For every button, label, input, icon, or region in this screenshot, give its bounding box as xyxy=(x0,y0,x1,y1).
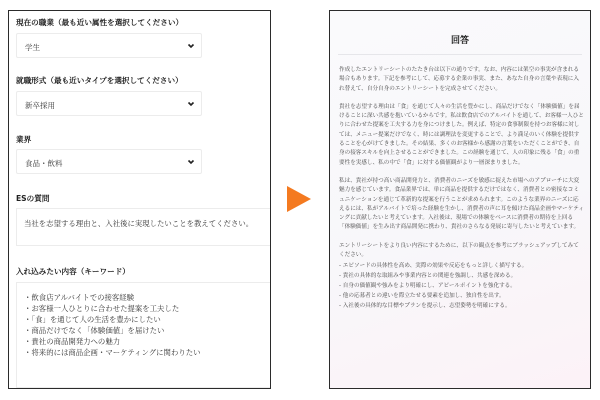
keyword-item: ・ 貴社の商品開発力への魅力 xyxy=(24,336,201,347)
arrow-right-icon xyxy=(287,186,311,212)
chevron-down-icon xyxy=(187,100,195,108)
advice-item: - 他の応募者との違いを際立たせる要素を追加し、独自性を出す。 xyxy=(339,292,584,302)
occupation-label: 現在の職業（最も近い属性を選択してください） xyxy=(16,18,184,27)
occupation-value: 学生 xyxy=(25,43,40,52)
chevron-down-icon xyxy=(187,158,195,166)
occupation-select[interactable] xyxy=(16,33,202,58)
advice-item: - 入社後の具体的な目標やプランを提示し、志望姿勢を明確にする。 xyxy=(339,302,584,312)
keyword-item: ・ 将来的には商品企画・マーケティングに関わりたい xyxy=(24,347,201,358)
employment-type-select[interactable] xyxy=(16,91,202,116)
keyword-item: ・ 「食」を通じて人の生活を豊かにしたい xyxy=(24,314,201,325)
keyword-item: ・ お客様一人ひとりに合わせた提案を工夫した xyxy=(24,303,201,314)
answer-body xyxy=(339,66,584,312)
answer-paragraph-2: 私は、貴社が持つ高い商品開発力と、消費者のニーズを敏感に捉えた市場へのアプローチに大変魅力を感じています。食品業界では、単に商品を提供するだけではなく、消費者との密接なコミュニケーションを通じて革新的な提案を行うことが求められます。このような業界のニーズに応えるには、私がアルバイトで培った経験を生かし、消費者の声に耳を傾けた商品企画やマーケティングに貢献したいと考えています。入社後は、現場での体験をベースに消費者の期待を上回る「体験価値」を生み出す商品開発に携わり、貴社のさらなる発展に寄与したいと考えています。 xyxy=(339,177,584,231)
chevron-down-icon xyxy=(187,42,195,50)
answer-paragraph-1: 貴社を志望する理由は「食」を通じて人々の生活を豊かにし、商品だけでなく「体験価値」を届けることに深い共感を抱いているからです。私は飲食店でのアルバイトを通して、お客様一人ひとりに合わせた提案を工夫する力を身につけました。例えば、特定の食事制限を持つお客様に対しては、メニュー提案だけでなく、時には調理法を変更することで、より満足のいく体験を提供することを心がけてきました。その結果、多くのお客様から感謝の言葉をいただくことができ、自身の接客スキルを向上させることができました。この経験を通じて、人の印象に残る「食」の重要性を実感し、私の中で「食」に対する価値観がより一層深まりました。 xyxy=(339,103,584,166)
advice-item: - 貴社の具体的な取組みや事業内容との関連を強調し、共感を深める。 xyxy=(339,272,584,282)
es-question-textarea[interactable] xyxy=(16,208,271,246)
es-question-label: ESの質問 xyxy=(16,194,50,203)
answer-title: 回答 xyxy=(450,36,469,46)
answer-panel xyxy=(329,10,591,389)
keywords-textarea[interactable] xyxy=(16,282,271,388)
advice-intro: エントリーシートをより良い内容にするために、以下の観点を参考にブラッシュアップしてみてください。 xyxy=(339,242,579,259)
keyword-item: ・ 飲食店アルバイトでの接客経験 xyxy=(24,292,201,303)
employment-type-value: 新卒採用 xyxy=(25,101,55,110)
advice-list xyxy=(339,262,584,312)
industry-select[interactable] xyxy=(16,149,202,174)
industry-label: 業界 xyxy=(16,135,32,144)
employment-type-label: 就職形式（最も近いタイプを選択してください） xyxy=(16,76,183,85)
answer-intro: 作成したエントリーシートのたたき台は以下の通りです。なお、内容には架空の事実が含まれる場合もあります。下記を参考にして、応募する企業の事実、また、あなた自身の言葉や表現に入れ替えて、自分自身のエントリーシートを完成させてください。 xyxy=(339,67,579,92)
keyword-item: ・ 商品だけでなく「体験価値」を届けたい xyxy=(24,325,201,336)
advice-item: - 自身の価値観や強みをより明確にし、アピールポイントを強化する。 xyxy=(339,282,584,292)
industry-value: 食品・飲料 xyxy=(25,159,63,168)
keywords-label: 入れ込みたい内容（キーワード） xyxy=(16,267,130,276)
es-question-value: 当社を志望する理由と、入社後に実現したいことを教えてください。 xyxy=(24,219,254,228)
title-divider xyxy=(338,54,582,55)
keywords-list xyxy=(24,292,201,358)
advice-item: - エピソードの具体性を高め、実際の効果や反応をもっと詳しく描写する。 xyxy=(339,262,584,272)
es-input-form xyxy=(8,10,271,389)
